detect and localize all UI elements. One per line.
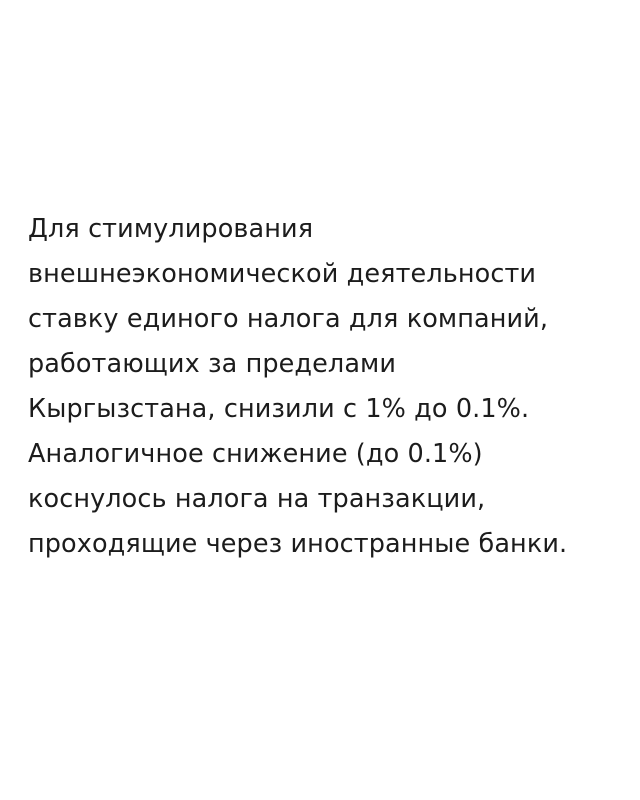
text-line: Кыргызстана, снизили с 1% до 0.1%.: [28, 394, 530, 424]
text-line: проходящие через иностранные банки.: [28, 529, 568, 559]
text-line: коснулось налога на транзакции,: [28, 484, 486, 514]
text-line: ставку единого налога для компаний,: [28, 304, 549, 334]
paragraph-block: [28, 207, 612, 567]
text-line: внешнеэкономической деятельности: [28, 259, 537, 289]
text-line: Для стимулирования: [28, 214, 314, 244]
text-line: Аналогичное снижение (до 0.1%): [28, 439, 483, 469]
text-line: работающих за пределами: [28, 349, 397, 379]
